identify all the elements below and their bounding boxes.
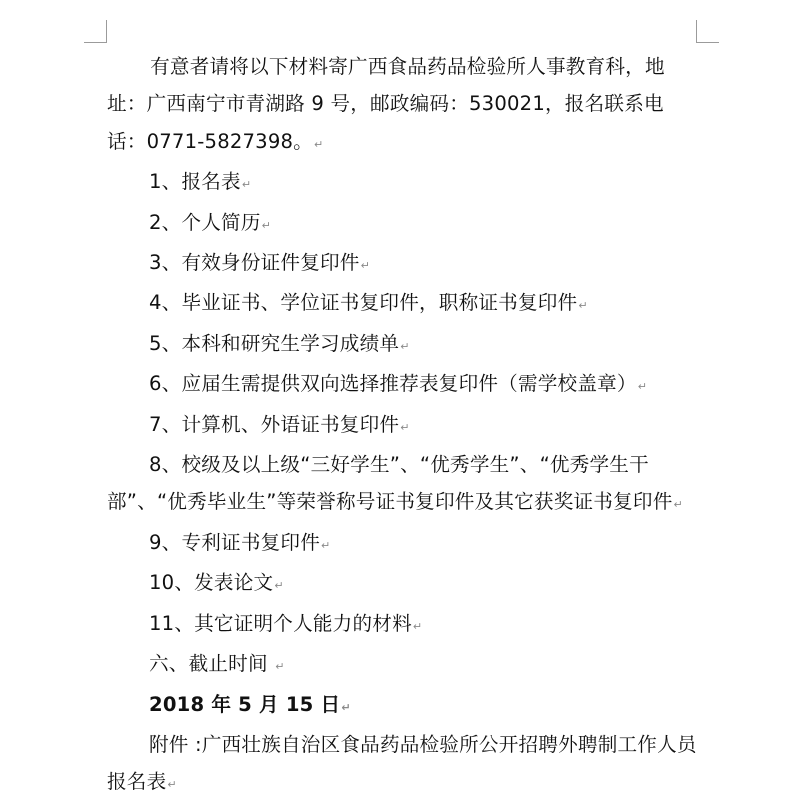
list-item: 4、毕业证书、学位证书复印件，职称证书复印件↵ bbox=[149, 291, 588, 315]
section-heading: 六、截止时间 ↵ bbox=[149, 652, 285, 676]
paragraph-mark-icon: ↵ bbox=[673, 498, 683, 512]
paragraph-mark-icon: ↵ bbox=[341, 700, 351, 714]
crop-mark-top-right bbox=[696, 20, 719, 43]
list-item: 7、计算机、外语证书复印件↵ bbox=[149, 412, 410, 436]
paragraph-mark-icon: ↵ bbox=[261, 218, 272, 232]
paragraph-mark-icon: ↵ bbox=[274, 579, 284, 593]
paragraph-mark-icon: ↵ bbox=[400, 420, 410, 434]
document-body[interactable] bbox=[107, 48, 699, 804]
paragraph-mark-icon: ↵ bbox=[360, 259, 371, 273]
intro-paragraph: 有意者请将以下材料寄广西食品药品检验所人事教育科，地址：广西南宁市青湖路 9 号，邮政编码：530021，报名联系电话：0771-5827398。↵ bbox=[107, 55, 665, 153]
list-item: 10、发表论文↵ bbox=[149, 571, 284, 595]
paragraph-mark-icon: ↵ bbox=[637, 380, 648, 394]
paragraph-mark-icon: ↵ bbox=[275, 660, 285, 674]
paragraph-mark-icon: ↵ bbox=[578, 299, 588, 313]
list-item: 6、应届生需提供双向选择推荐表复印件（需学校盖章）↵ bbox=[149, 372, 648, 396]
list-item: 3、有效身份证件复印件↵ bbox=[149, 251, 371, 275]
list-item: 2、个人简历↵ bbox=[149, 210, 272, 234]
deadline-date: 2018 年 5 月 15 日↵ bbox=[149, 692, 351, 716]
list-item: 1、报名表↵ bbox=[149, 170, 252, 194]
list-item: 11、其它证明个人能力的材料↵ bbox=[149, 611, 423, 635]
attachment-paragraph: 附件 :广西壮族自治区食品药品检验所公开招聘外聘制工作人员报名表↵ bbox=[107, 732, 697, 794]
crop-mark-top-left bbox=[84, 20, 107, 43]
list-item: 9、专利证书复印件↵ bbox=[149, 530, 331, 554]
paragraph-mark-icon: ↵ bbox=[241, 178, 252, 192]
list-item: 5、本科和研究生学习成绩单↵ bbox=[149, 331, 410, 355]
paragraph-mark-icon: ↵ bbox=[313, 137, 324, 151]
list-item: 8、校级及以上级“三好学生”、“优秀学生”、“优秀学生干部”、“优秀毕业生”等荣誉称号证书复印件及其它获奖证书复印件↵ bbox=[107, 453, 683, 514]
paragraph-mark-icon: ↵ bbox=[321, 538, 331, 552]
paragraph-mark-icon: ↵ bbox=[167, 778, 177, 792]
paragraph-mark-icon: ↵ bbox=[412, 619, 423, 633]
paragraph-mark-icon: ↵ bbox=[400, 339, 410, 353]
